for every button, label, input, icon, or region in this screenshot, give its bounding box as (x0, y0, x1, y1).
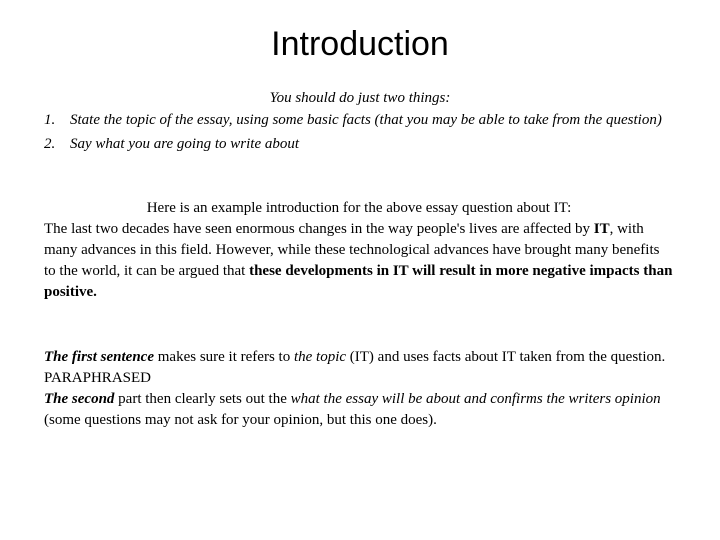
explanation-notes (44, 347, 674, 431)
note-second-part (44, 389, 674, 431)
note-first-sentence (44, 347, 674, 389)
list-text: Say what you are going to write about (70, 136, 300, 152)
example-introduction (44, 198, 674, 303)
list-number: 2. (44, 136, 56, 152)
list-item (44, 134, 674, 154)
page-title: Introduction (271, 25, 449, 63)
list-item (44, 110, 674, 130)
note-term: The first sentence (44, 349, 154, 365)
example-lead: Here is an example introduction for the above essay question about IT: (146, 200, 572, 216)
example-thesis: these developments in IT will result in more negative impacts than positive. (44, 263, 673, 300)
note-text: part then clearly sets out the (114, 391, 291, 407)
example-paragraph (44, 219, 674, 303)
list-text: State the topic of the essay, using some basic facts (that you may be able to take from the question) (70, 112, 662, 128)
example-bold-it: IT (593, 221, 610, 237)
note-text: (some questions may not ask for your opinion, but this one does). (44, 412, 437, 428)
subheading: You should do just two things: (269, 90, 451, 106)
steps-list (44, 110, 674, 158)
note-text: (IT) and uses facts about IT taken from the question. PARAPHRASED (44, 349, 666, 386)
example-text-1: The last two decades have seen enormous changes in the way people's lives are affected by (44, 221, 594, 237)
note-text: makes sure it refers to (154, 349, 294, 365)
note-emphasis: the topic (293, 349, 347, 365)
note-emphasis: what the essay will be about and confirms the writers opinion (290, 391, 661, 407)
note-term: The second (44, 391, 115, 407)
example-text-2: , with many advances in this field. However, while these technological advances have brought many benefits to the world, it can be argued that (44, 221, 660, 279)
list-number: 1. (44, 112, 56, 128)
